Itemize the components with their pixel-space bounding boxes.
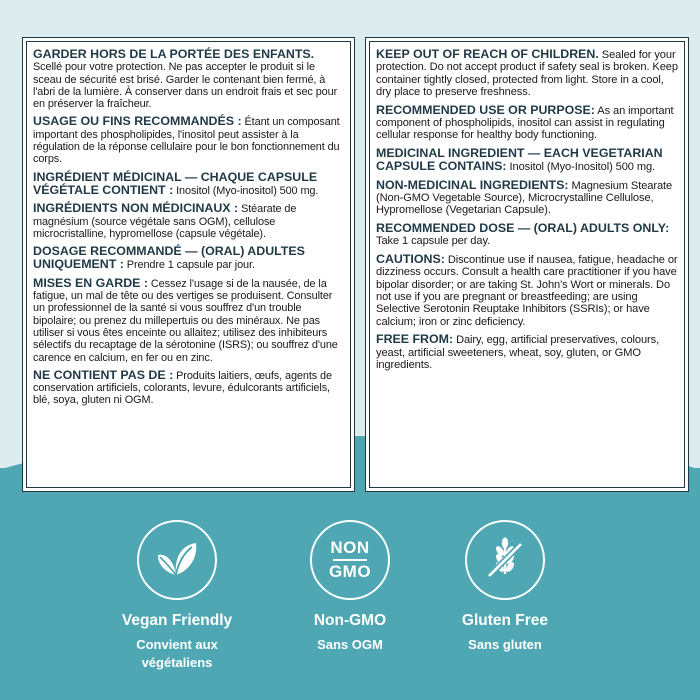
non-gmo-icon-line2: GMO xyxy=(328,562,372,581)
fr-section-keep-out xyxy=(33,48,346,110)
leaf-icon xyxy=(137,520,217,600)
en-heading: CAUTIONS: xyxy=(376,251,445,266)
fr-heading: NE CONTIENT PAS DE : xyxy=(33,367,174,382)
vegan-subtitle-line1: Convient aux xyxy=(136,637,218,652)
en-text: Dairy, egg, artificial preservatives, colours, yeast, artificial sweeteners, wheat, soy, gluten, or GMO ingredients. xyxy=(376,334,660,371)
fr-text: Cessez l'usage si de la nausée, de la fatigue, un mal de tête ou des vertiges se produisent. Consulter un professionnel de la santé si vous souffrez d'un trouble bipolaire; ou prenez du millepertuis ou des minéraux. Ne pas utiliser si vous êtes enceinte ou allaitez; utilisez des inhibiteurs sélectifs du recaptage de la sérotonine (ISRS); ou souffrez d'une carence en calcium, en fer ou en zinc. xyxy=(33,277,338,364)
en-text: Magnesium Stearate (Non-GMO Vegetable Source), Microcrystalline Cellulose, Hypromellose (Vegetarian Capsule). xyxy=(376,179,673,217)
english-label-panel xyxy=(365,37,689,492)
french-label-panel xyxy=(22,37,355,492)
fr-section-free-from xyxy=(33,369,346,407)
gluten-free-badge xyxy=(420,520,590,654)
en-text: As an important component of phospholipids, inositol can assist in regulating cellular response for healthy body functioning. xyxy=(376,104,674,142)
en-section-keep-out xyxy=(376,48,680,99)
en-heading: RECOMMENDED DOSE — (ORAL) ADULTS ONLY: xyxy=(376,220,670,235)
en-heading: RECOMMENDED USE OR PURPOSE: xyxy=(376,102,595,117)
en-heading: FREE FROM: xyxy=(376,332,454,347)
non-gmo-subtitle: Sans OGM xyxy=(317,637,383,652)
non-gmo-title: Non-GMO xyxy=(313,612,387,629)
en-section-dose xyxy=(376,222,680,248)
non-gmo-badge xyxy=(265,520,435,654)
en-section-cautions xyxy=(376,253,680,328)
en-text: Discontinue use if nausea, fatigue, headache or dizziness occurs. Consult a health care practitioner if you have bipolar disorder; or are taking St. John's Wort or minerals. Do not use if you are pregnant or breastfeeding; are using Selective Serotonin Reuptake Inhibitors (SSRIs); or have calcium; iron or zinc deficiency. xyxy=(376,253,678,328)
en-section-non-medicinal xyxy=(376,179,680,217)
non-gmo-icon xyxy=(310,520,390,600)
vegan-subtitle-line2: végétaliens xyxy=(141,655,213,670)
fr-text: Inositol (Myo-inositol) 500 mg. xyxy=(173,184,319,197)
non-gmo-icon-line1: NON xyxy=(330,538,370,557)
en-text: Sealed for your protection. Do not accept product if safety seal is broken. Keep container tightly closed, protected from light. Store in a cool, dry place to preserve freshness. xyxy=(376,49,678,99)
fr-text: Stéarate de magnésium (source végétale sans OGM), cellulose microcristalline, hypromellose (capsule végétale). xyxy=(33,203,297,240)
fr-heading: USAGE OU FINS RECOMMANDÉS : xyxy=(33,114,242,129)
non-gmo-divider xyxy=(333,559,367,561)
en-section-use xyxy=(376,104,680,142)
fr-section-medicinal xyxy=(33,171,346,198)
en-text: Inositol (Myo-Inositol) 500 mg. xyxy=(506,161,656,174)
gluten-free-subtitle: Sans gluten xyxy=(468,637,542,652)
en-heading: NON-MEDICINAL INGREDIENTS: xyxy=(376,177,569,192)
vegan-title: Vegan Friendly xyxy=(121,612,233,629)
fr-section-dosage xyxy=(33,245,346,272)
fr-section-non-medicinal xyxy=(33,202,346,240)
en-section-medicinal xyxy=(376,147,680,174)
fr-heading: INGRÉDIENTS NON MÉDICINAUX : xyxy=(33,201,239,216)
en-section-free-from xyxy=(376,333,680,371)
fr-section-cautions xyxy=(33,277,346,364)
wheat-crossed-icon xyxy=(465,520,545,600)
fr-text: Étant un composant important des phospholipides, l'inositol peut assister à la régulation de la réponse cellulaire pour le bon fonctionnement du corps. xyxy=(33,116,340,166)
en-text: Take 1 capsule per day. xyxy=(376,235,491,248)
fr-text: Produits laitiers, œufs, agents de conservation artificiels, colorants, levure, édulcorants artificiels, blé, soya, gluten ni OGM. xyxy=(33,369,332,407)
fr-section-usage xyxy=(33,115,346,165)
fr-text: Scellé pour votre protection. Ne pas accepter le produit si le sceau de sécurité est brisé. Garder le contenant bien fermé, à l'abri de la lumière. À conserver dans un endroit frais et sec pour en préserver la fraîcheur. xyxy=(33,61,338,111)
vegan-subtitle xyxy=(92,636,262,672)
en-heading: MEDICINAL INGREDIENT — EACH VEGETARIAN CAPSULE CONTAINS: xyxy=(376,145,663,174)
en-heading: KEEP OUT OF REACH OF CHILDREN. xyxy=(376,47,599,61)
fr-heading: GARDER HORS DE LA PORTÉE DES ENFANTS. xyxy=(33,47,315,61)
fr-heading: MISES EN GARDE : xyxy=(33,275,148,290)
gluten-free-title: Gluten Free xyxy=(461,612,549,629)
fr-text: Prendre 1 capsule par jour. xyxy=(123,259,255,272)
badges-row xyxy=(0,520,700,700)
fr-heading: DOSAGE RECOMMANDÉ — (ORAL) ADULTES UNIQUEMENT : xyxy=(33,244,305,272)
vegan-badge xyxy=(92,520,262,672)
fr-heading: INGRÉDIENT MÉDICINAL — CHAQUE CAPSULE VÉGÉTALE CONTIENT : xyxy=(33,169,318,197)
